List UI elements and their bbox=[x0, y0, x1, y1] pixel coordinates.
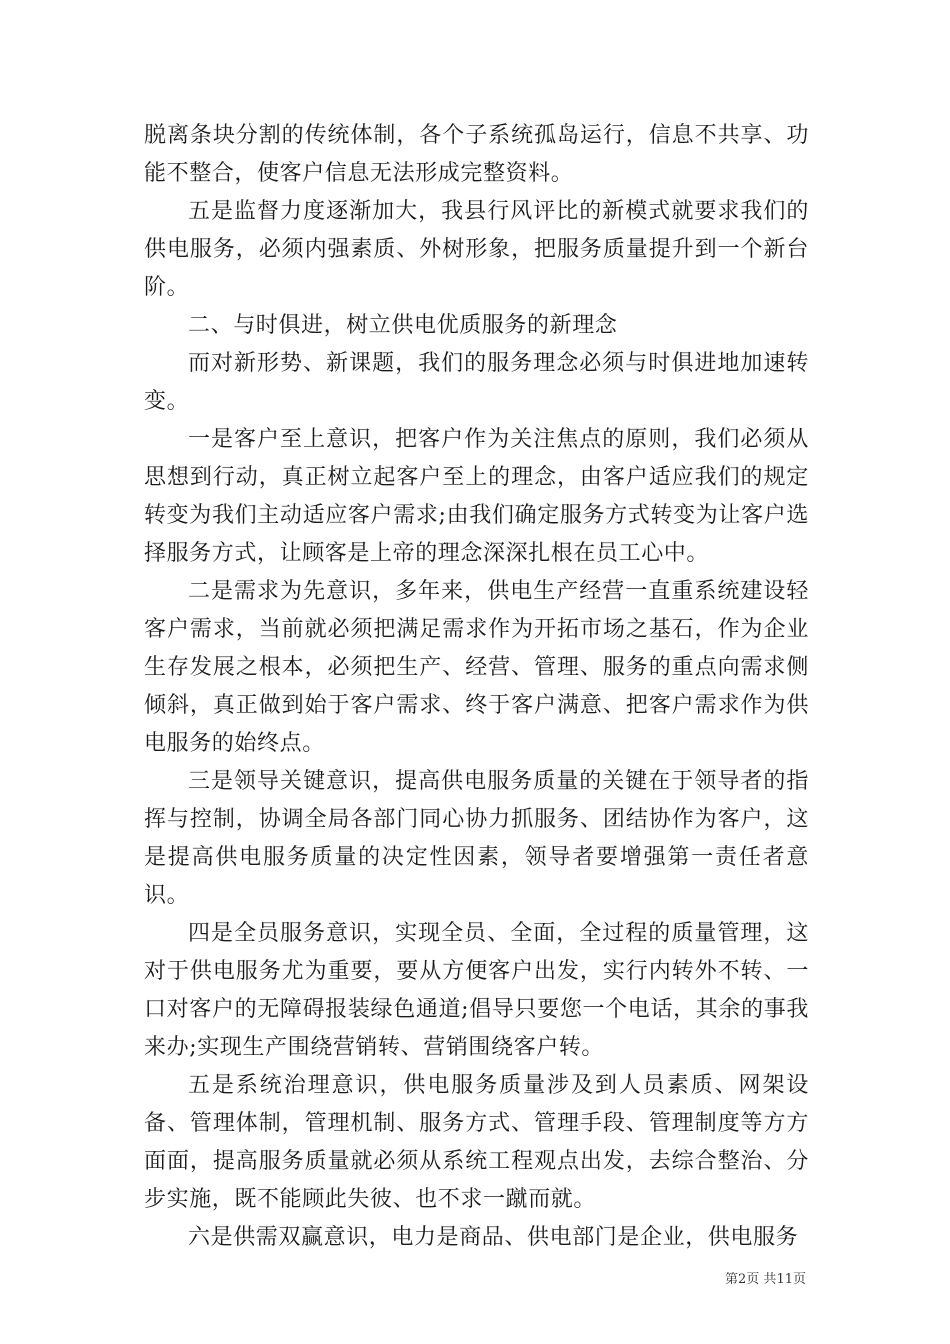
paragraph-4: 一是客户至上意识，把客户作为关注焦点的原则，我们必须从思想到行动，真正树立起客户至上的理念，由客户适应我们的规定转变为我们主动适应客户需求;由我们确定服务方式转变为让客户选择服务方式，让顾客是上帝的理念深深扎根在员工心中。 bbox=[144, 427, 809, 566]
paragraph-1: 脱离条块分割的传统体制，各个子系统孤岛运行，信息不共享、功能不整合，使客户信息无法形成完整资料。 bbox=[144, 123, 809, 186]
page-footer bbox=[725, 1268, 806, 1287]
paragraph-2: 五是监督力度逐渐加大，我县行风评比的新模式就要求我们的供电服务，必须内强素质、外树形象，把服务质量提升到一个新台阶。 bbox=[144, 199, 809, 300]
paragraph-8: 五是系统治理意识，供电服务质量涉及到人员素质、网架设备、管理体制，管理机制、服务方式、管理手段、管理制度等方方面面，提高服务质量就必须从系统工程观点出发，去综合整治、分步实施，既不能顾此失彼、也不求一蹴而就。 bbox=[144, 1073, 809, 1212]
section-heading: 二、与时俱进，树立供电优质服务的新理念 bbox=[188, 313, 618, 338]
footer-current-page: 2 bbox=[738, 1272, 747, 1287]
paragraph-7: 四是全员服务意识，实现全员、全面，全过程的质量管理，这对于供电服务尤为重要，要从方便客户出发，实行内转外不转、一口对客户的无障碍报装绿色通道;倡导只要您一个电话，其余的事我来办;实现生产围绕营销转、营销围绕客户转。 bbox=[144, 921, 809, 1060]
footer-middle: 页 共 bbox=[746, 1272, 777, 1287]
footer-suffix: 页 bbox=[792, 1272, 806, 1287]
paragraph-6: 三是领导关键意识，提高供电服务质量的关键在于领导者的指挥与控制，协调全局各部门同心协力抓服务、团结协作为客户，这是提高供电服务质量的决定性因素，领导者要增强第一责任者意识。 bbox=[144, 769, 809, 908]
paragraph-3: 而对新形势、新课题，我们的服务理念必须与时俱进地加速转变。 bbox=[144, 351, 809, 414]
paragraph-9: 六是供需双赢意识，电力是商品、供电部门是企业，供电服务 bbox=[188, 1225, 799, 1250]
footer-total-pages: 11 bbox=[776, 1272, 793, 1287]
footer-prefix: 第 bbox=[725, 1272, 739, 1287]
paragraph-5: 二是需求为先意识，多年来，供电生产经营一直重系统建设轻客户需求，当前就必须把满足需求作为开拓市场之基石，作为企业生存发展之根本，必须把生产、经营、管理、服务的重点向需求侧倾斜，真正做到始于客户需求、终于客户满意、把客户需求作为供电服务的始终点。 bbox=[144, 579, 809, 756]
document-body bbox=[144, 117, 809, 1257]
